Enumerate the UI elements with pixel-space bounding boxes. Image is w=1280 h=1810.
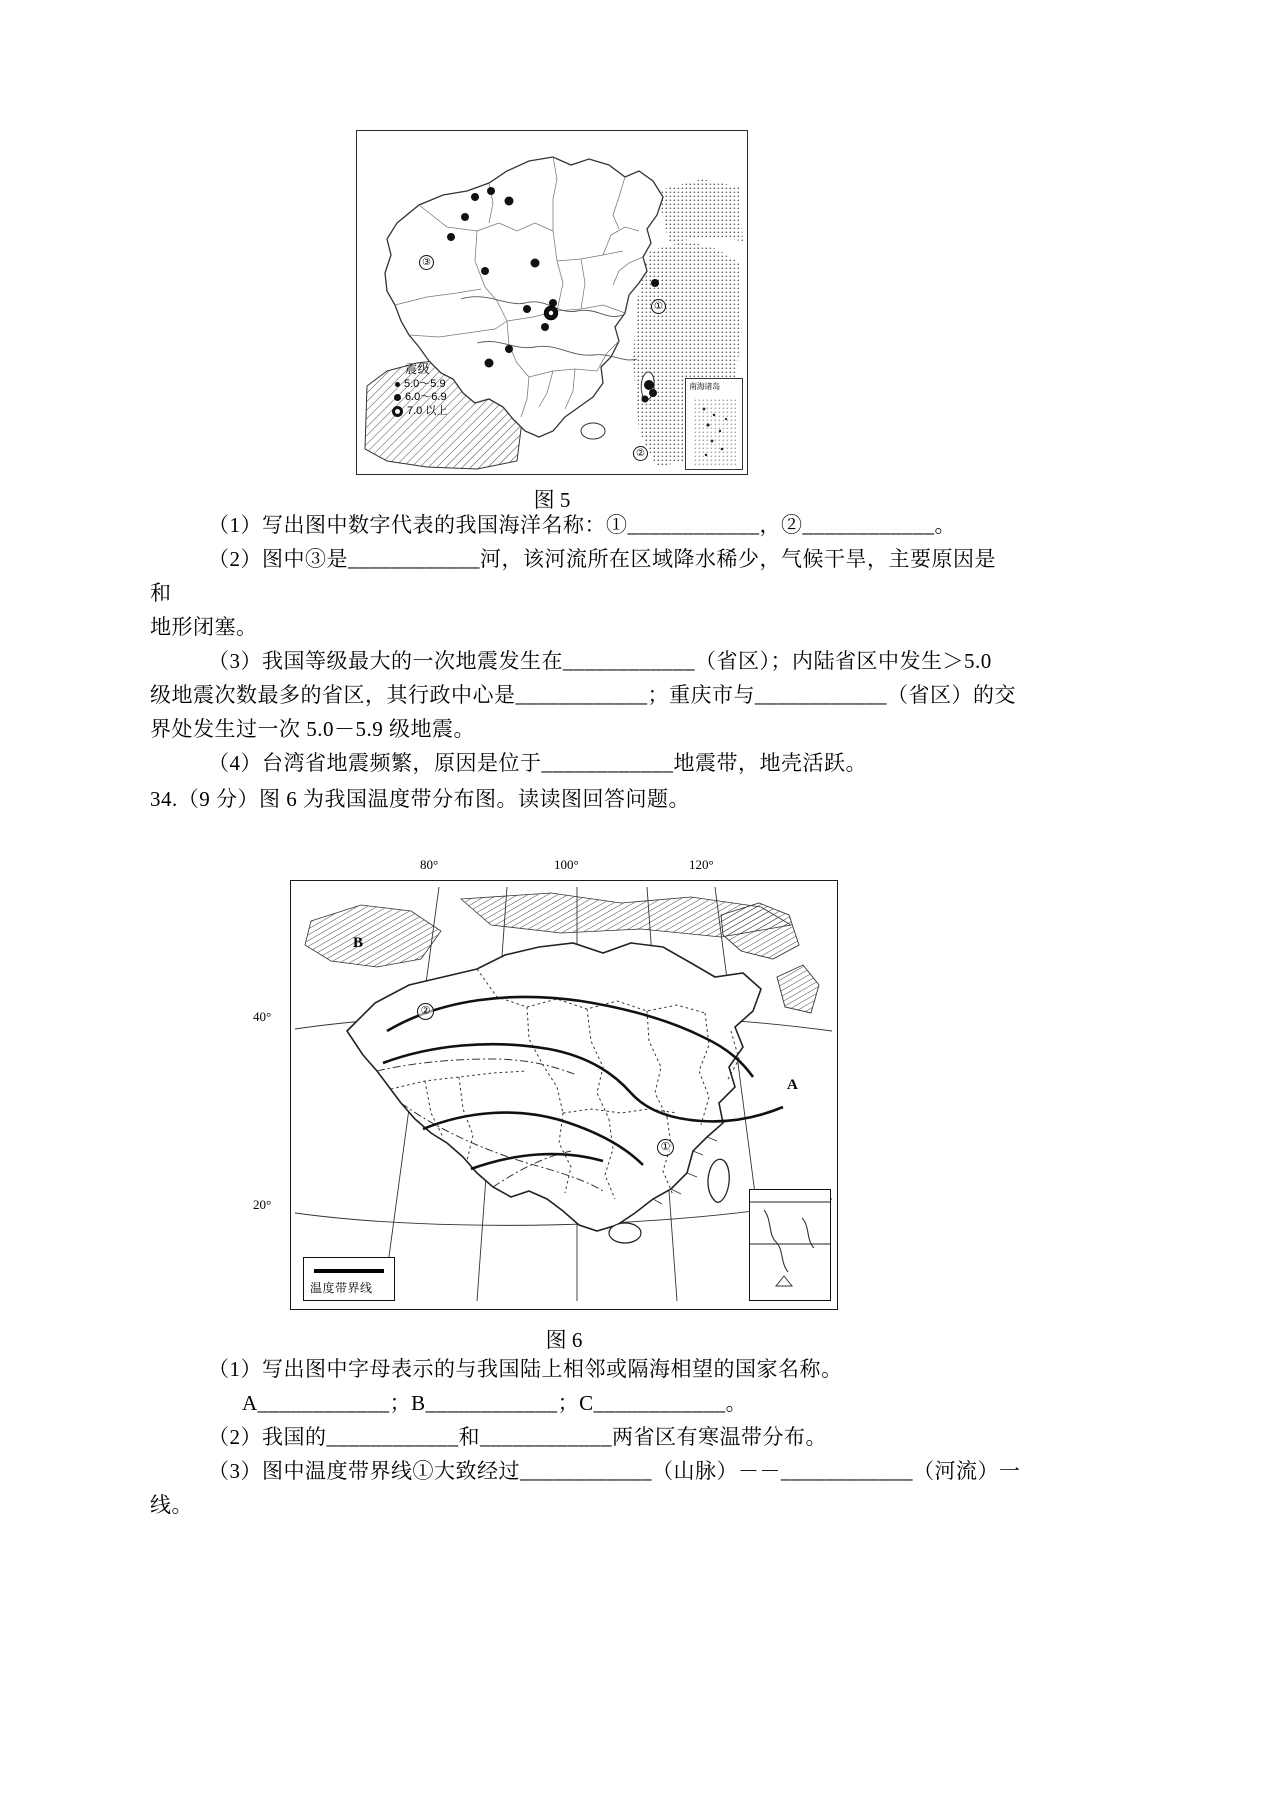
q34-item-1b-text: A____________；B____________；C____________。: [242, 1391, 748, 1415]
q34-item-3b-text: 线。: [150, 1493, 193, 1517]
q33-item-2b-text: 和: [150, 581, 172, 605]
question-34-block: [150, 1352, 1150, 1522]
magnitude-large-dot-icon: [392, 406, 403, 417]
q33-item-2c-text: 地形闭塞。: [150, 615, 258, 639]
q34-item-3a: [150, 1454, 1150, 1488]
q33-item-4: [150, 746, 1150, 780]
legend-label: 温度带界线: [310, 1281, 373, 1295]
q34-item-1: [150, 1352, 1150, 1386]
figure6-inset: [749, 1189, 831, 1301]
figure-6-frame: [253, 857, 838, 1310]
inset-map-svg: [686, 379, 742, 469]
latitude-label-20: 20°: [253, 1197, 272, 1212]
legend-label: 5.0～5.9: [404, 377, 446, 390]
figure5-marker-1: ①: [651, 299, 666, 314]
q33-item-2c: [150, 610, 1150, 644]
magnitude-medium-dot-icon: [394, 394, 401, 401]
q33-item-3a-text: （3）我国等级最大的一次地震发生在____________（省区）；内陆省区中发生＞5.0: [208, 649, 992, 673]
q33-item-2: [150, 542, 1150, 576]
figure-5-map: [356, 130, 748, 475]
q34-item-1-text: （1）写出图中字母表示的与我国陆上相邻或隔海相望的国家名称。: [208, 1357, 843, 1381]
temperature-boundary-line-symbol: [314, 1269, 384, 1273]
q33-item-3a: [150, 644, 1150, 678]
figure-6-caption: 图 6: [545, 1328, 583, 1352]
legend-row: [391, 391, 447, 405]
figure6-marker-2: ②: [417, 1003, 434, 1020]
q34-item-1b: [150, 1386, 1150, 1420]
question-33-block: [150, 508, 1150, 816]
figure6-label-B: B: [353, 935, 364, 951]
figure5-marker-2: ②: [633, 446, 648, 461]
inset-label: 南海诸岛: [689, 382, 720, 391]
q34-item-3a-text: （3）图中温度带界线①大致经过____________（山脉）－－____________（河流）一: [208, 1459, 1021, 1483]
q33-item-3b: [150, 678, 1150, 712]
q33-item-2b: [150, 576, 1150, 610]
figure-6-map: [253, 857, 838, 1310]
figure6-label-A: A: [787, 1077, 798, 1093]
question-34-header-text: 34.（9 分）图 6 为我国温度带分布图。读读图回答问题。: [150, 787, 690, 811]
magnitude-small-dot-icon: [395, 382, 400, 387]
longitude-label-100: 100°: [554, 857, 579, 872]
figure6-marker-1: ①: [657, 1139, 674, 1156]
q33-item-1: [150, 508, 1150, 542]
q33-item-3c-text: 界处发生过一次 5.0－5.9 级地震。: [150, 717, 475, 741]
inset6-svg: [750, 1190, 830, 1300]
legend-label: 6.0～6.9: [405, 391, 447, 403]
legend-row: [391, 378, 447, 392]
legend-label: 7.0 以上: [407, 404, 448, 417]
figure-5-frame: [356, 130, 748, 475]
q33-item-3b-text: 级地震次数最多的省区，其行政中心是____________；重庆市与____________（省区）的交: [150, 683, 1016, 707]
legend-title: 震级: [405, 362, 431, 376]
q33-item-1-text: （1）写出图中数字代表的我国海洋名称：①____________，②____________。: [208, 513, 956, 537]
figure5-inset-south-china-sea: [685, 378, 743, 470]
figure6-legend: [303, 1257, 395, 1301]
q34-item-2-text: （2）我国的____________和____________两省区有寒温带分布。: [208, 1425, 827, 1449]
q34-item-2: [150, 1420, 1150, 1454]
q33-item-4-text: （4）台湾省地震频繁，原因是位于____________地震带，地壳活跃。: [208, 751, 867, 775]
q34-item-3b: [150, 1488, 1150, 1522]
longitude-label-80: 80°: [420, 857, 439, 872]
latitude-label-40: 40°: [253, 1009, 272, 1024]
q33-item-2-text: （2）图中③是____________河，该河流所在区域降水稀少，气候干旱，主要原因是: [208, 547, 996, 571]
figure-5-caption: 图 5: [533, 488, 571, 512]
longitude-label-120: 120°: [689, 857, 714, 872]
question-34-header: [150, 782, 1150, 816]
q33-item-3c: [150, 712, 1150, 746]
figure5-marker-3: ③: [419, 255, 434, 270]
figure5-legend: [391, 363, 447, 418]
legend-row: [391, 405, 447, 419]
